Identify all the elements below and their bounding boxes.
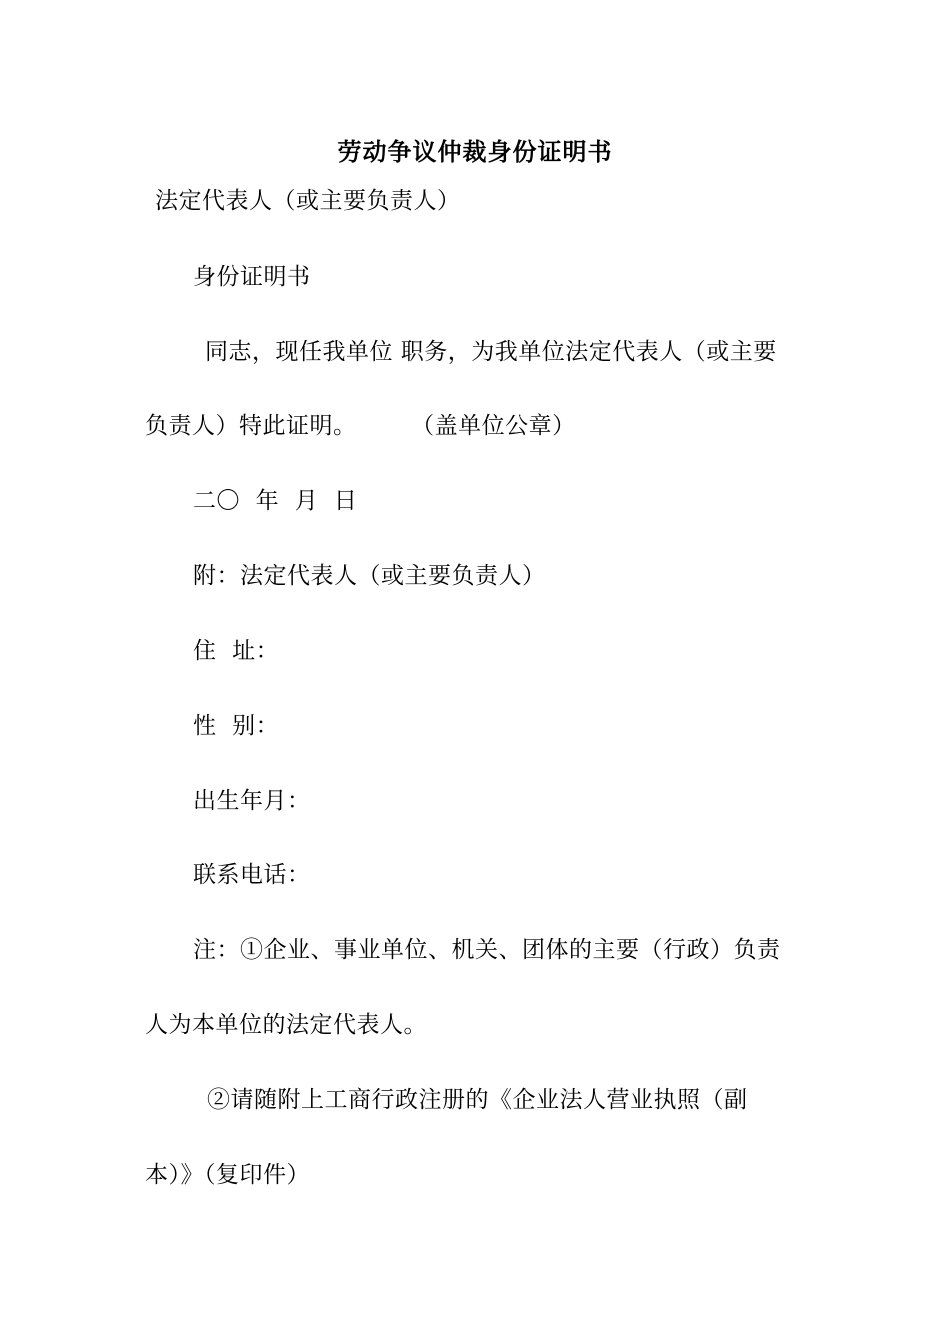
birth-date-label: 出生年月： [193,788,311,814]
date-line: 二〇 年 月 日 [193,488,358,514]
note-line: 注：①企业、事业单位、机关、团体的主要（行政）负责 [193,937,781,963]
address-label: 住 址： [193,638,280,664]
paragraph-line: 同志，现任我单位 职务，为我单位法定代表人（或主要 [205,339,777,365]
subtitle: 法定代表人（或主要负责人） [155,188,461,214]
gender-label: 性 别： [193,713,280,739]
note-line: 人为本单位的法定代表人。 [145,1012,427,1038]
attachment-line: 附：法定代表人（或主要负责人） [193,563,546,589]
phone-label: 联系电话： [193,862,311,888]
note-line: ②请随附上工商行政注册的《企业法人营业执照（副 [207,1087,748,1113]
section-heading: 身份证明书 [193,264,311,290]
note-line: 本）》（复印件） [145,1162,310,1188]
document-title: 劳动争议仲裁身份证明书 [337,137,613,166]
paragraph-line: 负责人）特此证明。 （盖单位公章） [145,413,576,439]
